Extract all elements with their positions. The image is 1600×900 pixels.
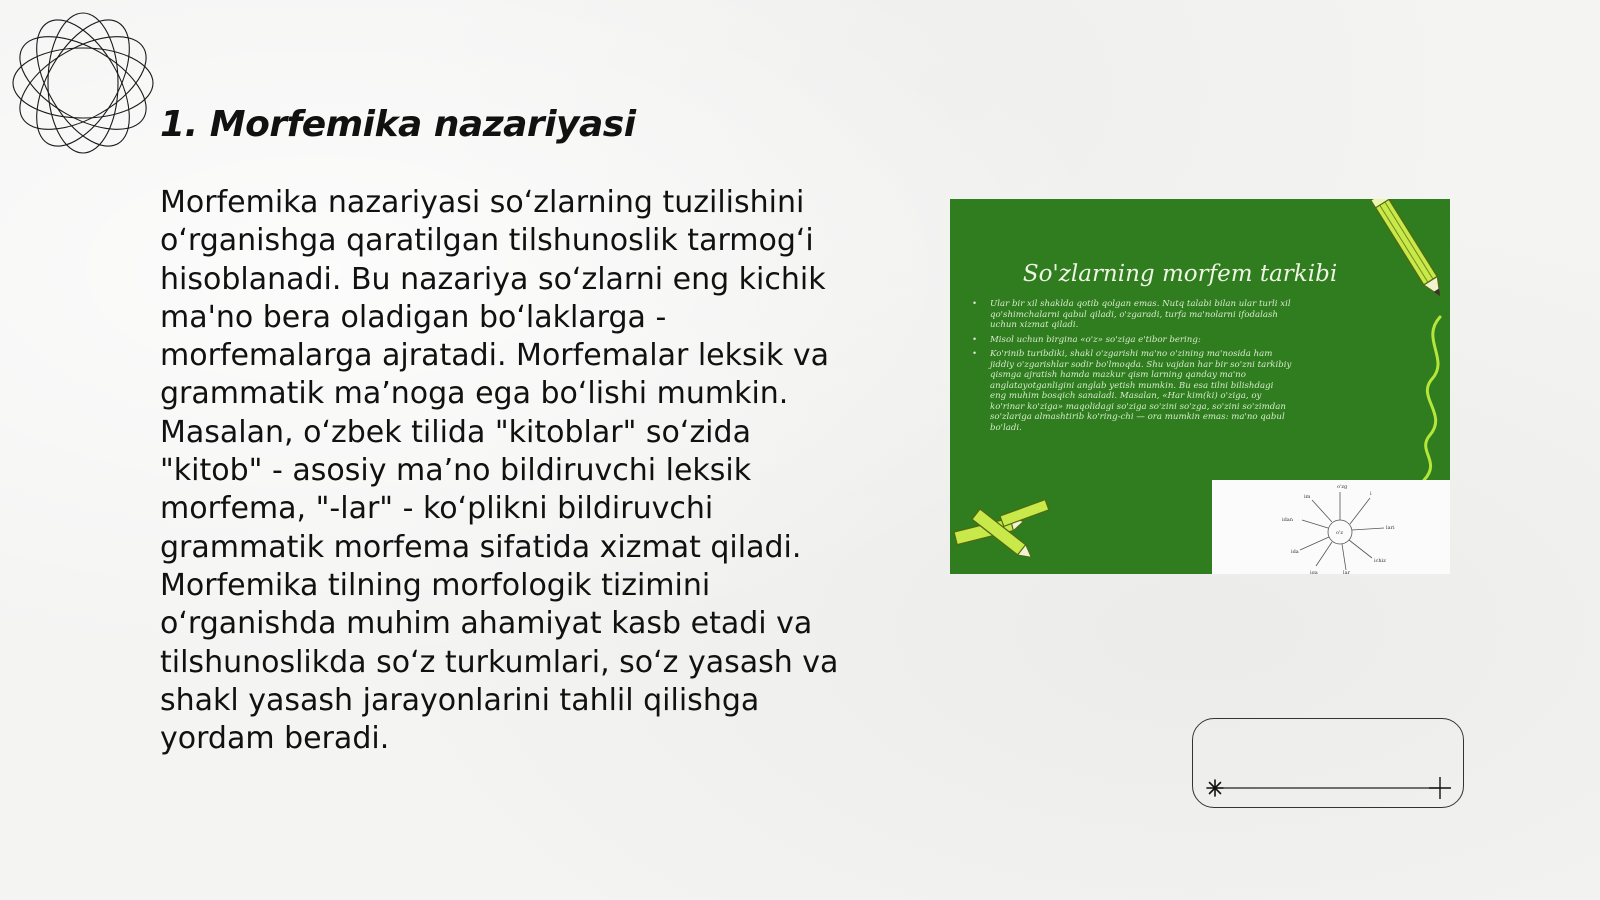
slide-body-text: Morfemika nazariyasi soʻzlarning tuzilishini oʻrganishga qaratilgan tilshunoslik tarmogʻi hisoblanadi. Bu nazariya soʻzlarni eng kichik ma'no bera oladigan boʻlaklarga - morfemalarga ajratadi. Morfemalar leksik va grammatik maʼnoga ega boʻlishi mumkin. Masalan, oʻzbek tilida "kitoblar" soʻzida "kitob" - asosiy maʼno bildiruvchi leksik morfema, "-lar" - koʻplikni bildiruvchi grammatik morfema sifatida xizmat qiladi. Morfemika tilning morfologik tizimini oʻrganishda muhim ahamiyat kasb etadi va tilshunoslikda soʻz turkumlari, soʻz yasash va shakl yasash jarayonlarini tahlil qilishga yordam beradi. xyxy=(160,185,839,757)
morpheme-diagram xyxy=(1212,480,1450,574)
embedded-slide-bullets xyxy=(972,299,1292,437)
svg-text:ichiz: ichiz xyxy=(1374,558,1386,564)
svg-text:im: im xyxy=(1304,494,1311,500)
svg-text:ida: ida xyxy=(1291,549,1299,555)
svg-text:idan: idan xyxy=(1282,517,1294,523)
svg-text:iga: iga xyxy=(1310,570,1318,574)
embedded-slide-heading: So'zlarning morfem tarkibi xyxy=(1022,261,1338,287)
embedded-bullet: • Misol uchun birgina «o'z» so'ziga e'tibor bering: xyxy=(972,335,1292,346)
sparkle-icon xyxy=(1206,779,1224,797)
slide-title: 1. Morfemika nazariyasi xyxy=(160,104,636,145)
svg-text:lar: lar xyxy=(1343,570,1350,574)
svg-text:lari: lari xyxy=(1386,525,1395,531)
svg-text:o'zg: o'zg xyxy=(1337,484,1348,490)
embedded-bullet: • Ko'rinib turibdiki, shakl o'zgarishi ma'no o'zining ma'nosida ham jiddiy o'zgarishlar sodir bo'lmoqda. Shu vajdan har bir so'zni tarkibiy qismga ajratish hamda mazkur qism larning qanday ma'no anglatayotganligini anglab yetish mumkin. Bu esa tilni bilishdagi eng muhim bosqich sanaladi. Masalan, «Har kim(ki) o'ziga, oy ko'rinar ko'ziga» maqolidagi so'ziga so'zini so'zga, so'zini so'zimdan so'zlariga almashtirib ko'ring-chi — ora mumkin emas: ma'no qabul bo'ladi. xyxy=(972,349,1292,433)
svg-text:o'z: o'z xyxy=(1336,530,1344,536)
navigation-box xyxy=(1192,718,1464,808)
radial-diagram-graphic xyxy=(1212,480,1450,574)
svg-text:i: i xyxy=(1370,491,1372,497)
plus-icon xyxy=(1429,777,1451,799)
navigation-line xyxy=(1193,719,1465,809)
embedded-bullet: • Ular bir xil shaklda qotib qolgan emas. Nutq talabi bilan ular turli xil qo'shimchalarni qabul qiladi, o'zgaradi, turfa ma'nolarni ifodalash uchun xizmat qiladi. xyxy=(972,299,1292,331)
embedded-slide-image xyxy=(950,199,1450,574)
circle-rings-icon xyxy=(10,10,156,156)
